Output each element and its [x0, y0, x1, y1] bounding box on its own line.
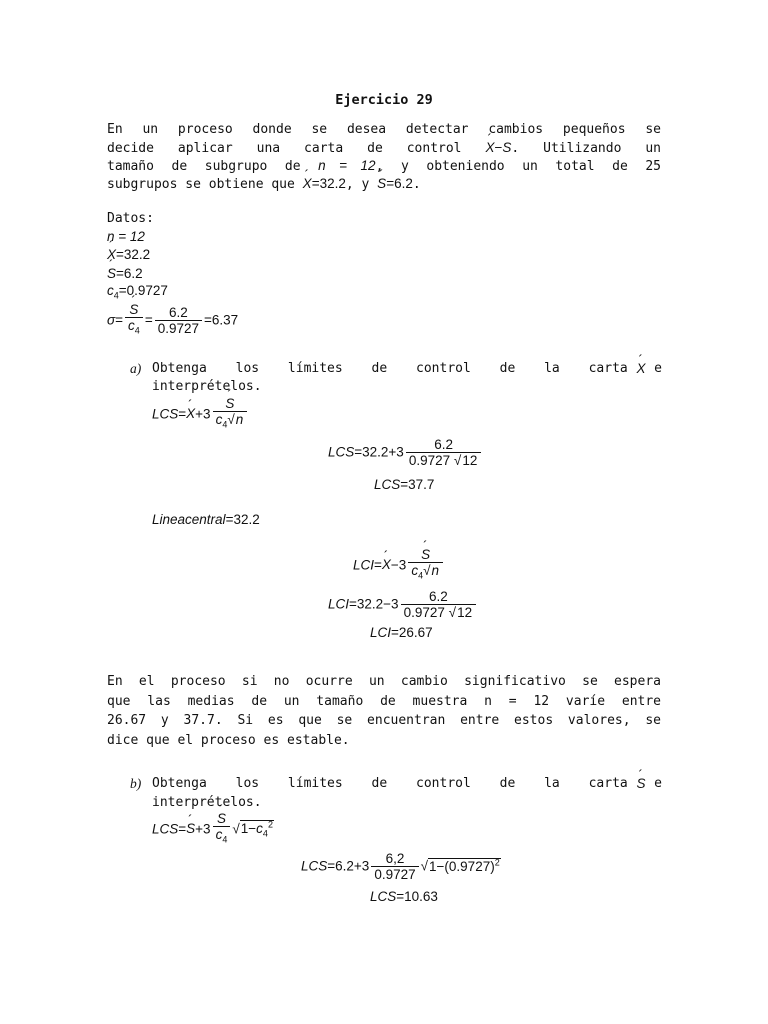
intro-line-3: tamaño de subgrupo de n = 12, y obteniendo un total de 25: [107, 158, 661, 174]
conclusion-line-1: En el proceso si no ocurre un cambio significativo se espera: [107, 674, 661, 689]
datos-sigma: σ= $\frac{S ´}{c_4}$ = $\frac{6.2}{0.9727}$ =6.37: [107, 303, 238, 339]
datos-xbar: X ´=32.2: [107, 247, 150, 262]
datos-n: n = 12: [107, 229, 145, 244]
conclusion-line-4: dice que el proceso es estable.: [107, 732, 350, 748]
datos-sbar: S ´=6.2: [107, 266, 143, 281]
part-a-lci-result: LCI=26.67: [370, 625, 433, 640]
part-b-question-line-2: interprételos.: [152, 795, 262, 810]
part-a-question-line-2: interprételos.: [152, 379, 262, 394]
part-a-lcs-formula: LCS=X ´+3 $\frac{S ´}{c_4√n}$: [152, 397, 249, 433]
intro-paragraph: [107, 121, 661, 193]
part-a-lcs-result: LCS=37.7: [374, 477, 435, 492]
part-a-central-line: Lineacentral=32.2: [152, 512, 260, 527]
intro-line-4: subgrupos se obtiene que X ´=32.2, y S ´=6.2.: [107, 175, 661, 193]
part-b-question-line-1: Obtenga los límites de control de la carta S ´ e: [152, 776, 662, 791]
part-b-marker: b): [130, 776, 142, 791]
datos-label: Datos:: [107, 211, 154, 226]
part-a-question-line-1: Obtenga los límites de control de la carta X ´ e: [152, 361, 662, 376]
part-a-lci-substitution: LCI=32.2−3 $\frac{6.2}{0.9727 √12}$: [328, 590, 478, 620]
page-title: Ejercicio 29: [335, 92, 433, 108]
intro-line-2: decide aplicar una carta de control X ´−S. Utilizando un: [107, 139, 661, 157]
part-b-lcs-result: LCS=10.63: [370, 889, 438, 904]
part-a-lcs-substitution: LCS=32.2+3 $\frac{6.2}{0.9727 √12}$: [328, 438, 483, 468]
part-a-lci-formula: LCI=X ´−3 $\frac{S ´}{c_4√n}$: [353, 548, 445, 584]
conclusion-paragraph: [107, 672, 661, 750]
intro-line-1: En un proceso donde se desea detectar cambios pequeños se: [107, 122, 661, 137]
part-b-lcs-substitution: LCS=6.2+3 $\frac{6,2}{0.9727}$ $√1-(0.9727)^2$: [301, 851, 500, 882]
conclusion-line-3: 26.67 y 37.7. Si es que se encuentran entre estos valores, se: [107, 713, 661, 728]
part-b-lcs-formula: LCS=S ´+3 $\frac{S ´}{c_4}$ $√1-c_4^2$: [152, 812, 274, 848]
part-a-marker: a): [130, 361, 142, 376]
datos-c4: $c_4=0.9727$: [107, 283, 168, 301]
conclusion-line-2: que las medias de un tamaño de muestra n = 12 varíe entre: [107, 693, 661, 709]
